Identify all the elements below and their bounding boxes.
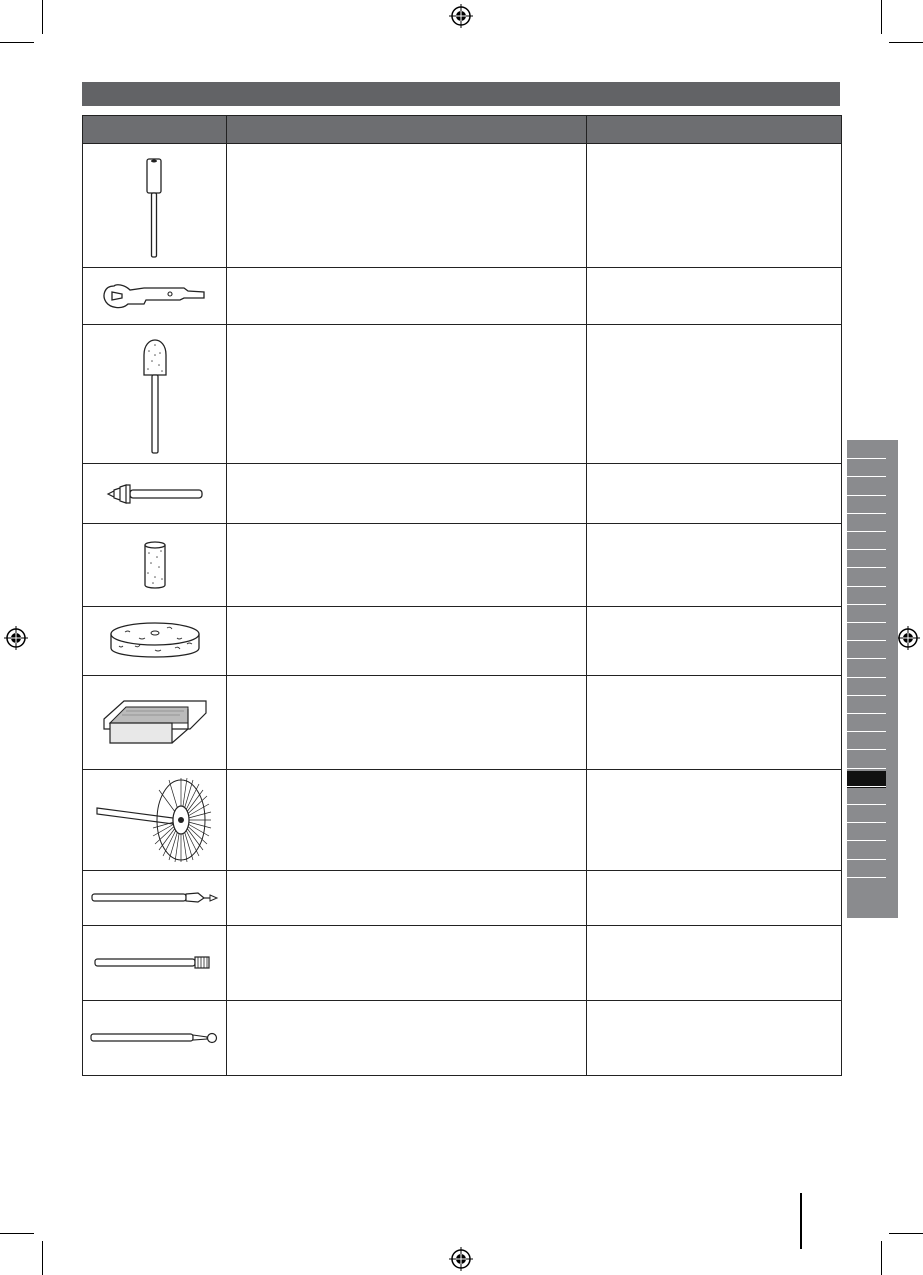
side-tab-divider bbox=[847, 840, 886, 841]
row-description bbox=[227, 607, 587, 676]
side-tab-divider bbox=[847, 567, 886, 568]
row-description bbox=[227, 1001, 587, 1076]
table-row bbox=[83, 144, 842, 268]
side-tab-divider bbox=[847, 859, 886, 860]
side-tab-divider bbox=[847, 768, 886, 769]
sanding-drum-mandrel-icon bbox=[135, 151, 175, 261]
side-tab-divider bbox=[847, 640, 886, 641]
side-tab-divider bbox=[847, 513, 886, 514]
row-description bbox=[227, 464, 587, 524]
table-row bbox=[83, 676, 842, 770]
registration-mark-icon bbox=[449, 4, 473, 28]
registration-mark-icon bbox=[449, 1247, 473, 1271]
wire-brush-icon bbox=[93, 772, 217, 868]
row-description bbox=[227, 926, 587, 1001]
side-tab-divider bbox=[847, 586, 886, 587]
row-image-cell bbox=[83, 607, 227, 676]
side-tab-divider bbox=[847, 531, 886, 532]
table-row bbox=[83, 871, 842, 926]
table-row bbox=[83, 926, 842, 1001]
row-description bbox=[227, 325, 587, 464]
page-number-rule bbox=[800, 1193, 802, 1249]
side-tab-divider bbox=[847, 731, 886, 732]
polishing-compound-icon bbox=[100, 693, 210, 753]
side-tab-divider bbox=[847, 677, 886, 678]
crop-mark bbox=[889, 1233, 923, 1234]
crop-mark bbox=[881, 0, 882, 34]
row-image-cell bbox=[83, 524, 227, 607]
felt-polishing-wheel-icon bbox=[105, 616, 205, 666]
row-description bbox=[227, 676, 587, 770]
side-tab-divider bbox=[847, 476, 886, 477]
row-image-cell bbox=[83, 1001, 227, 1076]
side-tab-divider bbox=[847, 549, 886, 550]
header-use bbox=[587, 116, 842, 144]
header-image bbox=[83, 116, 227, 144]
registration-mark-icon bbox=[4, 626, 28, 650]
row-use bbox=[587, 607, 842, 676]
crop-mark bbox=[42, 0, 43, 34]
row-image-cell bbox=[83, 676, 227, 770]
row-use bbox=[587, 926, 842, 1001]
row-image-cell bbox=[83, 268, 227, 325]
crop-mark bbox=[42, 1241, 43, 1275]
side-tab-divider bbox=[847, 749, 886, 750]
crop-mark bbox=[0, 1233, 34, 1234]
section-title-bar bbox=[82, 82, 840, 106]
side-tab-divider bbox=[847, 658, 886, 659]
crop-mark bbox=[0, 42, 34, 43]
row-image-cell bbox=[83, 464, 227, 524]
row-image-cell bbox=[83, 770, 227, 871]
table-row bbox=[83, 770, 842, 871]
threaded-mandrel-icon bbox=[100, 479, 210, 509]
row-image-cell bbox=[83, 325, 227, 464]
row-use bbox=[587, 770, 842, 871]
row-use bbox=[587, 524, 842, 607]
table-row bbox=[83, 464, 842, 524]
row-description bbox=[227, 770, 587, 871]
table-header-row bbox=[83, 116, 842, 144]
side-tab-divider bbox=[847, 495, 886, 496]
row-description bbox=[227, 871, 587, 926]
row-description bbox=[227, 268, 587, 325]
crop-mark bbox=[889, 42, 923, 43]
side-tab-divider bbox=[847, 822, 886, 823]
side-tab-divider bbox=[847, 604, 886, 605]
row-use bbox=[587, 676, 842, 770]
side-tab-divider bbox=[847, 695, 886, 696]
row-description bbox=[227, 144, 587, 268]
table-row bbox=[83, 325, 842, 464]
sanding-band-icon bbox=[135, 535, 175, 595]
header-description bbox=[227, 116, 587, 144]
row-description bbox=[227, 524, 587, 607]
row-use bbox=[587, 464, 842, 524]
row-use bbox=[587, 1001, 842, 1076]
table-row bbox=[83, 268, 842, 325]
row-use bbox=[587, 871, 842, 926]
table-row bbox=[83, 1001, 842, 1076]
side-tab-divider bbox=[847, 804, 886, 805]
row-image-cell bbox=[83, 144, 227, 268]
table-row bbox=[83, 524, 842, 607]
table-row bbox=[83, 607, 842, 676]
side-tab-divider bbox=[847, 458, 886, 459]
side-tab-divider bbox=[847, 622, 886, 623]
row-use bbox=[587, 144, 842, 268]
row-image-cell bbox=[83, 871, 227, 926]
cylinder-cutter-icon bbox=[93, 953, 217, 973]
side-tab-divider bbox=[847, 786, 886, 787]
side-tab-divider bbox=[847, 877, 886, 878]
accessory-table bbox=[82, 115, 842, 1076]
side-tab-strip bbox=[847, 440, 898, 918]
crop-mark bbox=[881, 1241, 882, 1275]
side-tab-divider bbox=[847, 713, 886, 714]
wrench-icon bbox=[100, 276, 210, 316]
registration-mark-icon bbox=[896, 626, 920, 650]
felt-polishing-tip-icon bbox=[135, 331, 175, 457]
engraving-cutter-icon bbox=[90, 888, 220, 908]
row-use bbox=[587, 268, 842, 325]
row-use bbox=[587, 325, 842, 464]
row-image-cell bbox=[83, 926, 227, 1001]
ball-cutter-icon bbox=[89, 1028, 221, 1048]
